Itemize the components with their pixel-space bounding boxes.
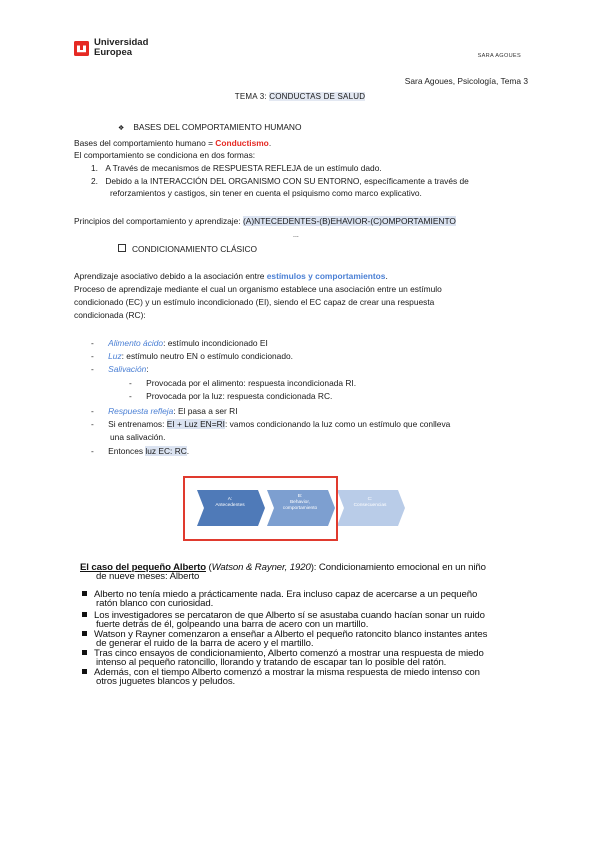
case-bullet-text: Alberto no tenía miedo a prácticamente nada. Era incluso capaz de acercarse a un pequeño <box>94 589 478 600</box>
step-c-label <box>340 497 400 509</box>
respuesta-rest: : El pasa a ser RI <box>173 406 238 416</box>
dash-bullet: - <box>129 391 132 401</box>
university-logo <box>74 38 148 58</box>
entrenamos-prefix: Si entrenamos: <box>108 419 167 429</box>
dash-bullet: - <box>91 351 94 361</box>
entrenamos-highlight: EI + Luz EN=RI <box>166 419 225 429</box>
bases-line <box>74 138 271 149</box>
ellipsis: ... <box>293 232 299 239</box>
author-tag: SARA AGOUES <box>477 53 521 59</box>
aprendizaje-term: estímulos y comportamientos <box>266 271 386 281</box>
aprendizaje-suffix: . <box>385 271 388 281</box>
highlight-box <box>183 476 338 541</box>
entonces-suffix: . <box>186 446 190 456</box>
section-heading-clasico <box>118 244 257 255</box>
step-a-line1: A: <box>227 497 233 502</box>
case-bullet-2-line-2: fuerte detrás de él, golpeando una barra de acero con un martillo. <box>96 619 369 630</box>
list-num: 1. <box>91 163 98 173</box>
step-c-line1: C: <box>367 497 373 502</box>
square-bullet-icon <box>82 650 87 655</box>
bases-heading-text: BASES DEL COMPORTAMIENTO HUMANO <box>133 122 302 132</box>
luz-term: Luz <box>108 351 122 361</box>
list-item-1 <box>91 163 382 174</box>
dash-item-alimento <box>91 338 268 349</box>
sub-item-2 <box>129 391 332 402</box>
logo-text <box>94 38 148 58</box>
logo-mark-icon <box>74 41 89 56</box>
case-bullet-text: Tras cinco ensayos de condicionamiento, Alberto comenzó a mostrar una respuesta de miedo <box>94 648 484 659</box>
dash-bullet: - <box>91 338 94 348</box>
respuesta-term: Respuesta refleja <box>108 406 174 416</box>
square-bullet-icon <box>82 669 87 674</box>
page-title <box>0 92 600 101</box>
case-bullet-text: Además, con el tiempo Alberto comenzó a mostrar la misma respuesta de miedo intenso con <box>94 667 480 678</box>
dash-bullet: - <box>91 406 94 416</box>
case-title-line-2: de nueve meses: Alberto <box>96 571 200 582</box>
sub-item-text: Provocada por la luz: respuesta condicionada RC. <box>146 391 333 401</box>
bases-suffix: . <box>268 138 272 148</box>
salivacion-rest: : <box>146 364 149 374</box>
step-a-line2: Antecedentes <box>215 503 245 508</box>
citation-open: ( <box>205 562 212 573</box>
proceso-line-1: Proceso de aprendizaje mediante el cual un organismo establece una asociación entre un estímulo <box>74 284 442 294</box>
dash-bullet: - <box>91 446 94 456</box>
case-citation: Watson & Rayner, 1920 <box>211 562 311 573</box>
tema-prefix: TEMA 3: <box>234 92 270 101</box>
salivacion-term: Salivación <box>108 364 147 374</box>
bases-term: Conductismo <box>215 138 269 148</box>
principios-value: (A)NTECEDENTES-(B)EHAVIOR-(C)OMPORTAMIENTO <box>242 216 456 226</box>
list-num: 2. <box>91 176 98 186</box>
clasico-heading-text: CONDICIONAMIENTO CLÁSICO <box>132 244 258 254</box>
alimento-rest: : estímulo incondicionado EI <box>163 338 268 348</box>
case-title-rest: Condicionamiento emocional en un niño <box>318 562 486 573</box>
dash-item-entrenamos <box>91 419 450 430</box>
section-heading-bases <box>118 122 301 134</box>
square-bullet-icon <box>82 612 87 617</box>
dash-item-respuesta <box>91 406 238 417</box>
subject-line: Sara Agoues, Psicología, Tema 3 <box>404 76 528 86</box>
case-bullet-4-line-2: intenso al pequeño ratoncillo, llorando y tratando de escapar tan lo posible del ratón. <box>96 657 447 668</box>
step-b-line3: comportamiento <box>282 506 318 511</box>
step-b-line1: B: <box>297 494 303 499</box>
square-bullet-icon <box>82 591 87 596</box>
list-text: A Través de mecanismos de RESPUESTA REFLEJA de un estímulo dado. <box>105 163 382 173</box>
proceso-line-3: condicionada (RC): <box>74 310 146 320</box>
citation-close: ): <box>310 562 319 573</box>
case-title-text: El caso del pequeño Alberto <box>80 562 206 573</box>
step-b-line2: Behavior, <box>289 500 310 505</box>
logo-line-1: Universidad <box>94 37 149 48</box>
aprendizaje-line <box>74 271 388 282</box>
condiciona-line: El comportamiento se condiciona en dos formas: <box>74 150 256 160</box>
case-bullet-text: Watson y Rayner comenzaron a enseñar a Alberto el pequeño ratoncito blanco instantes antes <box>94 629 488 640</box>
case-bullet-1-line-2: ratón blanco con curiosidad. <box>96 598 214 609</box>
tema-title: CONDUCTAS DE SALUD <box>269 92 366 101</box>
sub-item-1 <box>129 378 356 389</box>
entonces-prefix: Entonces <box>108 446 146 456</box>
case-bullet-3-line-2: de generar el ruido de la barra de acero y el martillo. <box>96 638 314 649</box>
principios-prefix: Principios del comportamiento y aprendizaje: <box>74 216 243 226</box>
square-bullet-icon <box>118 244 126 252</box>
entrenamos-rest: : vamos condicionando la luz como un estímulo que conlleva <box>224 419 451 429</box>
square-bullet-icon <box>82 631 87 636</box>
dash-bullet: - <box>91 419 94 429</box>
dash-item-salivacion <box>91 364 149 375</box>
diamond-bullet-icon: ❖ <box>118 125 125 132</box>
luz-rest: : estímulo neutro EN o estímulo condicionado. <box>121 351 293 361</box>
entrenamos-line-2: una salivación. <box>110 432 166 442</box>
case-bullet-5-line-2: otros juguetes blancos y peludos. <box>96 676 236 687</box>
list-text: Debido a la INTERACCIÓN DEL ORGANISMO CON SU ENTORNO, específicamente a través de <box>105 176 469 186</box>
logo-line-2: Europea <box>94 47 133 58</box>
dash-item-entonces <box>91 446 189 457</box>
principios-line <box>74 216 456 227</box>
dash-bullet: - <box>129 378 132 388</box>
bases-prefix: Bases del comportamiento humano = <box>74 138 216 148</box>
sub-item-text: Provocada por el alimento: respuesta incondicionada RI. <box>146 378 357 388</box>
proceso-line-2: condicionado (EC) y un estímulo incondicionado (EI), siendo el EC capaz de crear una respuesta <box>74 297 435 307</box>
alimento-term: Alimento ácido <box>108 338 164 348</box>
list-item-2 <box>91 176 469 187</box>
dash-item-luz <box>91 351 293 362</box>
entonces-highlight: luz EC: RC <box>145 446 187 456</box>
step-c-line2: Consecuencias <box>353 503 387 508</box>
case-bullet-text: Los investigadores se percataron de que Alberto sí se asustaba cuando hacían sonar un ruido <box>94 610 485 621</box>
dash-bullet: - <box>91 364 94 374</box>
aprendizaje-prefix: Aprendizaje asociativo debido a la asociación entre <box>74 271 267 281</box>
list-item-2-line-2: reforzamientos y castigos, sin tener en cuenta el psiquismo como marco explicativo. <box>110 188 422 198</box>
